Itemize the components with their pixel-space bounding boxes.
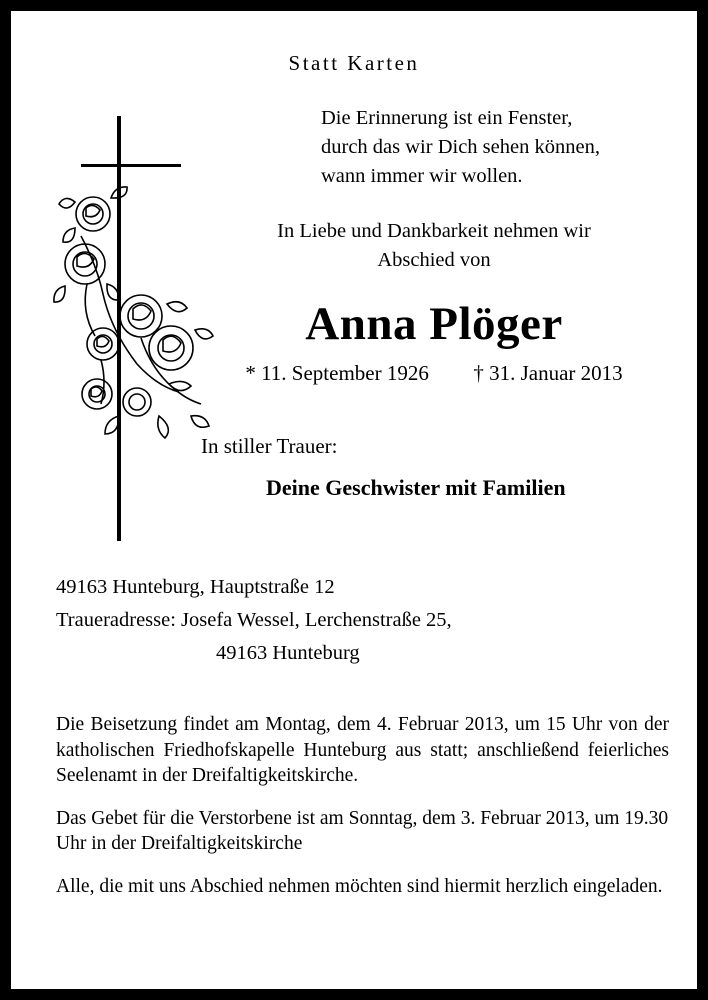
poem-line-3: wann immer wir wollen. [321, 165, 523, 187]
cross-with-roses-icon [41, 116, 221, 546]
deceased-name: Anna Plöger [305, 298, 563, 350]
intro-line-1: In Liebe und Dankbarkeit nehmen wir [277, 220, 591, 242]
detail-paragraph-1: Die Beisetzung findet am Montag, dem 4. Februar 2013, um 15 Uhr von der katholischen Friedhofskapelle Hunteburg aus statt; anschließend feierliches Seelenamt in der Dreifaltigkeitskirche. [56, 714, 669, 786]
address-line-3: 49163 Hunteburg [216, 642, 360, 664]
obituary-card [11, 11, 697, 989]
service-details [11, 712, 697, 899]
page-title: Statt Karten [288, 51, 420, 75]
intro-line-2: Abschied von [377, 249, 491, 271]
detail-paragraph-2: Das Gebet für die Verstorbene ist am Sonntag, dem 3. Februar 2013, um 19.30 Uhr in der Dreifaltigkeitskirche [56, 807, 669, 854]
poem-line-2: durch das wir Dich sehen können, [321, 136, 600, 158]
address-line-2: Traueradresse: Josefa Wessel, Lerchenstraße 25, [56, 609, 452, 631]
poem-line-1: Die Erinnerung ist ein Fenster, [321, 107, 573, 129]
address-block [11, 571, 697, 670]
mourning-family: Deine Geschwister mit Familien [266, 475, 566, 500]
detail-paragraph-3: Alle, die mit uns Abschied nehmen möchten sind hiermit herzlich eingeladen. [56, 875, 663, 897]
birth-date: * 11. September 1926 [245, 361, 429, 385]
death-date: † 31. Januar 2013 [473, 361, 623, 385]
mourning-label: In stiller Trauer: [201, 434, 338, 458]
address-line-1: 49163 Hunteburg, Hauptstraße 12 [56, 576, 335, 598]
